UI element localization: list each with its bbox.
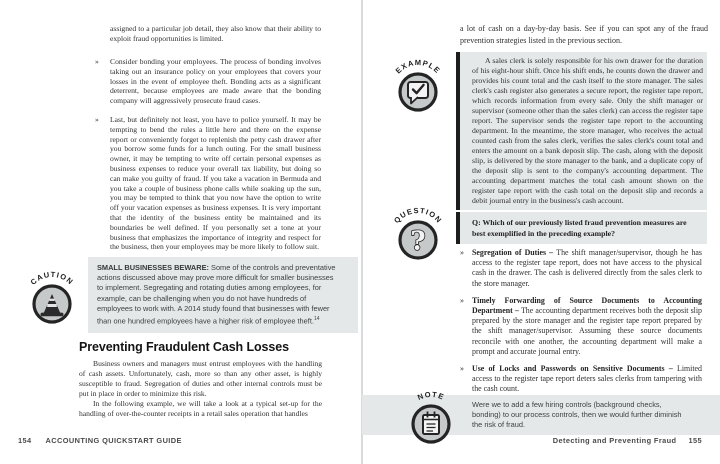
answer-text: The accounting department receives both the deposit slip prepared by the store manager and the register tape report prepared by the shift manager/supervisor. Assuming these source documents reconcile with one another, the accounting department will make a prompt and accurate journal entry. <box>472 306 702 356</box>
beware-footnote-ref: 14 <box>313 316 320 323</box>
bullet-list <box>95 57 321 261</box>
bullet-marker: » <box>460 295 464 305</box>
caution-badge-icon <box>24 258 80 330</box>
bullet-marker: » <box>460 364 464 374</box>
example-badge-icon <box>390 46 446 118</box>
bullet-text: Consider bonding your employees. The process of bonding involves taking out an insurance policy on your employees that covers your losses in the event of employee theft. Bonding acts as a significant deterrent, because employees are made aware that the bonding company will aggressively prosecute fraud cases. <box>110 57 321 106</box>
body-copy <box>79 359 322 419</box>
beware-text: Some of the controls and preventative actions discussed above may prove more difficult for smaller businesses to implement. Segregating and rotating duties among employees, for example, can be challenging when you do not have hundreds of employees to work with. A 2014 study found that businesses with fewer than one hundred employees have a higher risk of employee theft. <box>97 263 336 326</box>
notepad-icon <box>423 412 439 435</box>
bullet-text: Last, but definitely not least, you have to police yourself. It may be tempting to bend the rules a little here and there on the expense report or conveniently forget to replenish the petty cash drawer after you borrow some funds for a lunch outing. For the small business owner, it may be tempting to write off certain personal expenses as business expenses to reduce your overall tax liability, but doing so can make you guilty of fraud. If you take a vacation in Bermuda and you take a couple of business phone calls while soaking up the sun, you may be tempted to think that you now have the option to write off your vacation expenses as business expenses. It is very important that the identity of the business entity be maintained and its boundaries be well defined. If you personally set a tone at your business that emphasizes the importance of integrity and respect for the business, then your employees may be more likely to follow suit. <box>110 114 321 252</box>
caution-arc-label: CAUTION <box>28 269 76 287</box>
bullet-item <box>95 115 321 252</box>
bullet-marker: » <box>460 248 464 257</box>
example-arc-label: EXAMPLE <box>393 57 443 76</box>
page-number: 154 <box>18 436 32 445</box>
answer-item <box>460 248 702 289</box>
bullet-item <box>95 57 321 106</box>
bullet-marker: » <box>95 57 99 66</box>
body-paragraph-intro: a lot of cash on a day-by-day basis. See if you can spot any of the fraud prevention strategies listed in the previous section. <box>460 24 708 45</box>
question-arc-label: QUESTION <box>392 205 444 226</box>
body-paragraph: In the following example, we will take a look at a typical set-up for the handling of over-the-counter receipts in a retail sales operation that handles <box>79 399 322 418</box>
question-callout: Q: Which of our previously listed fraud prevention measures are best exemplified in the preceding example? <box>456 212 707 244</box>
running-head: Detecting and Preventing Fraud <box>552 436 677 445</box>
example-callout <box>456 52 707 210</box>
answer-text: The shift manager/supervisor, though he has access to the register tape report, does not have access to the physical cash in the drawer. The cash is delivered directly from the sales clerk to the store manager. <box>472 248 702 288</box>
note-badge-icon <box>403 378 459 450</box>
bullet-marker: » <box>95 114 99 124</box>
answer-item <box>460 364 702 395</box>
note-callout: Were we to add a few hiring controls (background checks, bonding) to our process controls, then we would further diminish the risk of fraud. <box>362 395 720 435</box>
body-paragraph-continuation: assigned to a particular job detail, they also know that their ability to exploit fraud opportunities is limited. <box>110 24 321 43</box>
section-heading: Preventing Fraudulent Cash Losses <box>79 340 289 354</box>
question-badge-icon <box>390 194 446 266</box>
answer-lead: Segregation of Duties – <box>472 248 557 257</box>
question-mark-icon: ? <box>410 226 426 257</box>
page-footer-right <box>553 436 702 445</box>
answer-text: Limited access to the register tape report deters sales clerks from tampering with the cash count. <box>472 364 702 394</box>
note-arc-label: NOTE <box>416 389 446 402</box>
answer-lead: Timely Forwarding of Source Documents to Accounting Department – <box>472 295 702 316</box>
answer-lead: Use of Locks and Passwords on Sensitive Documents – <box>472 364 678 374</box>
beware-label: SMALL BUSINESSES BEWARE: <box>97 263 209 272</box>
running-head: ACCOUNTING QUICKSTART GUIDE <box>45 436 182 445</box>
body-paragraph: Business owners and managers must entrust employees with the handling of cash assets. Unfortunately, cash, more so than any other asset, is highly susceptible to fraud. Segregation of duties and other internal controls must be put in place in order to minimize this risk. <box>79 359 322 398</box>
answer-list <box>460 248 702 402</box>
page-number: 155 <box>688 436 702 445</box>
example-text: A sales clerk is solely responsible for his own drawer for the duration of his eight-hour shift. Once his shift ends, he counts down the drawer and provides his count total and the cash itself to the store manager. The sales clerk's cash register also generates a secure report, the register tape report, which records information from every sale. Only the shift manager or supervisor (someone other than the sales clerk) can access the register tape report. The supervisor sends the register tape report to the accounting department. In the meantime, the store manager, who receives the actual counted cash from the sales clerk, verifies the sales clerk's count total and enters the amount on a bank deposit slip. The cash, along with the deposit slip, is delivered by the store manager to the bank, and a duplicate copy of the deposit slip is sent to the company's accounting department. The accounting department matches the total cash amount shown on the register tape report with the cash total on the deposit slip and records a debit journal entry in the business's cash account. <box>472 56 703 205</box>
beware-callout <box>88 257 358 333</box>
answer-item <box>460 296 702 357</box>
page-footer-left <box>18 436 182 445</box>
